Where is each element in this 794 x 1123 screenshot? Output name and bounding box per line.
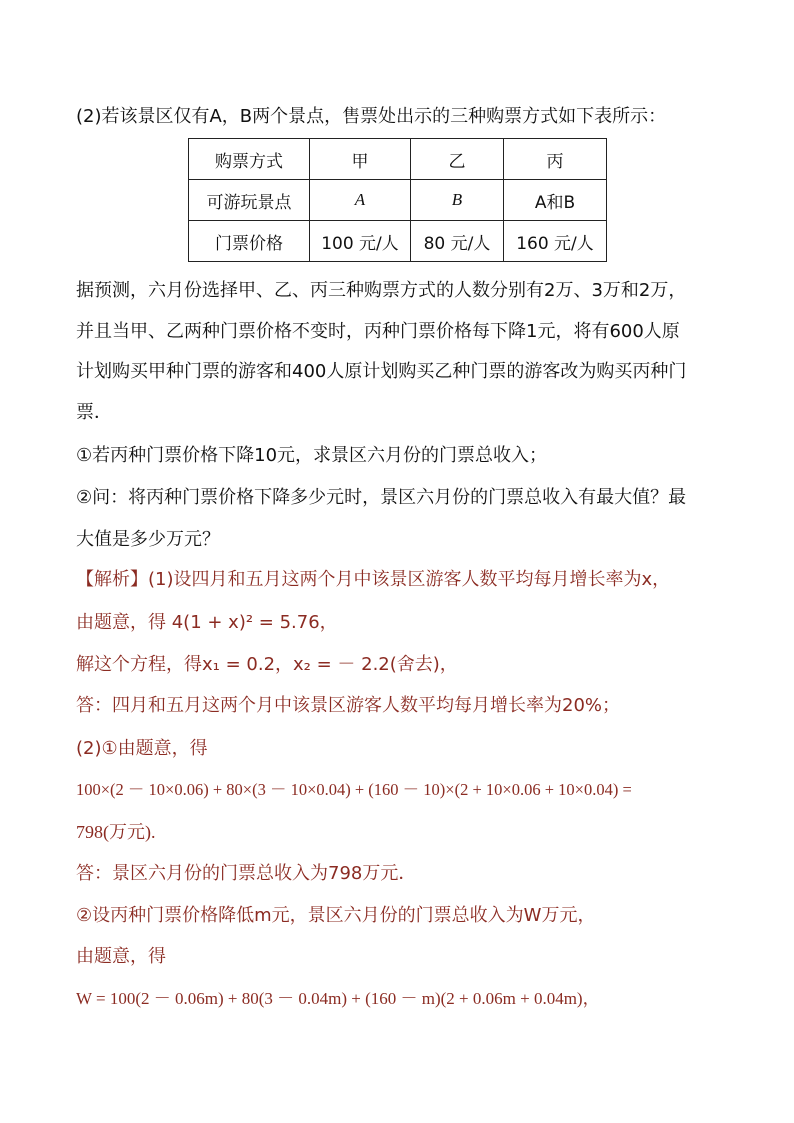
- question-paragraph-line: 计划购买甲种门票的游客和400人原计划购买乙种门票的游客改为购买丙种门: [76, 361, 687, 382]
- table-cell: 100 元/人: [310, 221, 411, 262]
- solution-line-4: 答：四月和五月这两个月中该景区游客人数平均每月增长率为20%；: [76, 695, 621, 716]
- solution-line-3: 解这个方程，得x₁ = 0.2，x₂ = － 2.2(舍去)，: [76, 654, 458, 675]
- table-cell: 购票方式: [189, 139, 310, 180]
- question-intro: (2)若该景区仅有A，B两个景点，售票处出示的三种购票方式如下表所示：: [76, 106, 667, 127]
- solution-line-2: 由题意，得 4(1 + x)² = 5.76，: [76, 612, 338, 633]
- solution-line-5: (2)①由题意，得: [76, 738, 208, 759]
- table-row: [189, 139, 607, 180]
- solution-line-1: [76, 567, 670, 593]
- table-cell: 甲: [310, 139, 411, 180]
- solution-formula-line: 100×(2 － 10×0.06) + 80×(3 － 10×0.04) + (160 － 10)×(2 + 10×0.06 + 10×0.04) =: [76, 780, 632, 799]
- table-cell: 160 元/人: [504, 221, 607, 262]
- ticket-table: [188, 138, 607, 262]
- table-cell: 门票价格: [189, 221, 310, 262]
- question-subpart-1: ①若丙种门票价格下降10元，求景区六月份的门票总收入；: [76, 445, 548, 466]
- question-paragraph-line: 据预测，六月份选择甲、乙、丙三种购票方式的人数分别有2万、3万和2万，: [76, 280, 687, 301]
- solution-line-9: ②设丙种门票价格降低m元，景区六月份的门票总收入为W万元，: [76, 905, 596, 926]
- solution-tag: 【解析】: [76, 569, 148, 590]
- table-cell: 可游玩景点: [189, 180, 310, 221]
- table-cell: 乙: [411, 139, 504, 180]
- table-cell: B: [411, 180, 504, 221]
- solution-formula-line: W = 100(2 － 0.06m) + 80(3 － 0.04m) + (160 － m)(2 + 0.06m + 0.04m)，: [76, 989, 600, 1008]
- question-subpart-2-line: 大值是多少万元？: [76, 529, 220, 550]
- question-paragraph-line: 并且当甲、乙两种门票价格不变时，丙种门票价格每下降1元，将有600人原: [76, 321, 680, 342]
- question-paragraph-line: 票．: [76, 402, 112, 423]
- table-cell: A: [310, 180, 411, 221]
- table-cell: A和B: [504, 180, 607, 221]
- table-row: [189, 180, 607, 221]
- table-row: [189, 221, 607, 262]
- solution-line-10: 由题意，得: [76, 946, 166, 967]
- solution-result-line: 798(万元).: [76, 822, 156, 842]
- question-subpart-2-line: ②问：将丙种门票价格下降多少元时，景区六月份的门票总收入有最大值？最: [76, 487, 687, 508]
- solution-line-8: 答：景区六月份的门票总收入为798万元．: [76, 863, 417, 884]
- table-cell: 80 元/人: [411, 221, 504, 262]
- table-cell: 丙: [504, 139, 607, 180]
- solution-text: (1)设四月和五月这两个月中该景区游客人数平均每月增长率为x，: [148, 569, 671, 590]
